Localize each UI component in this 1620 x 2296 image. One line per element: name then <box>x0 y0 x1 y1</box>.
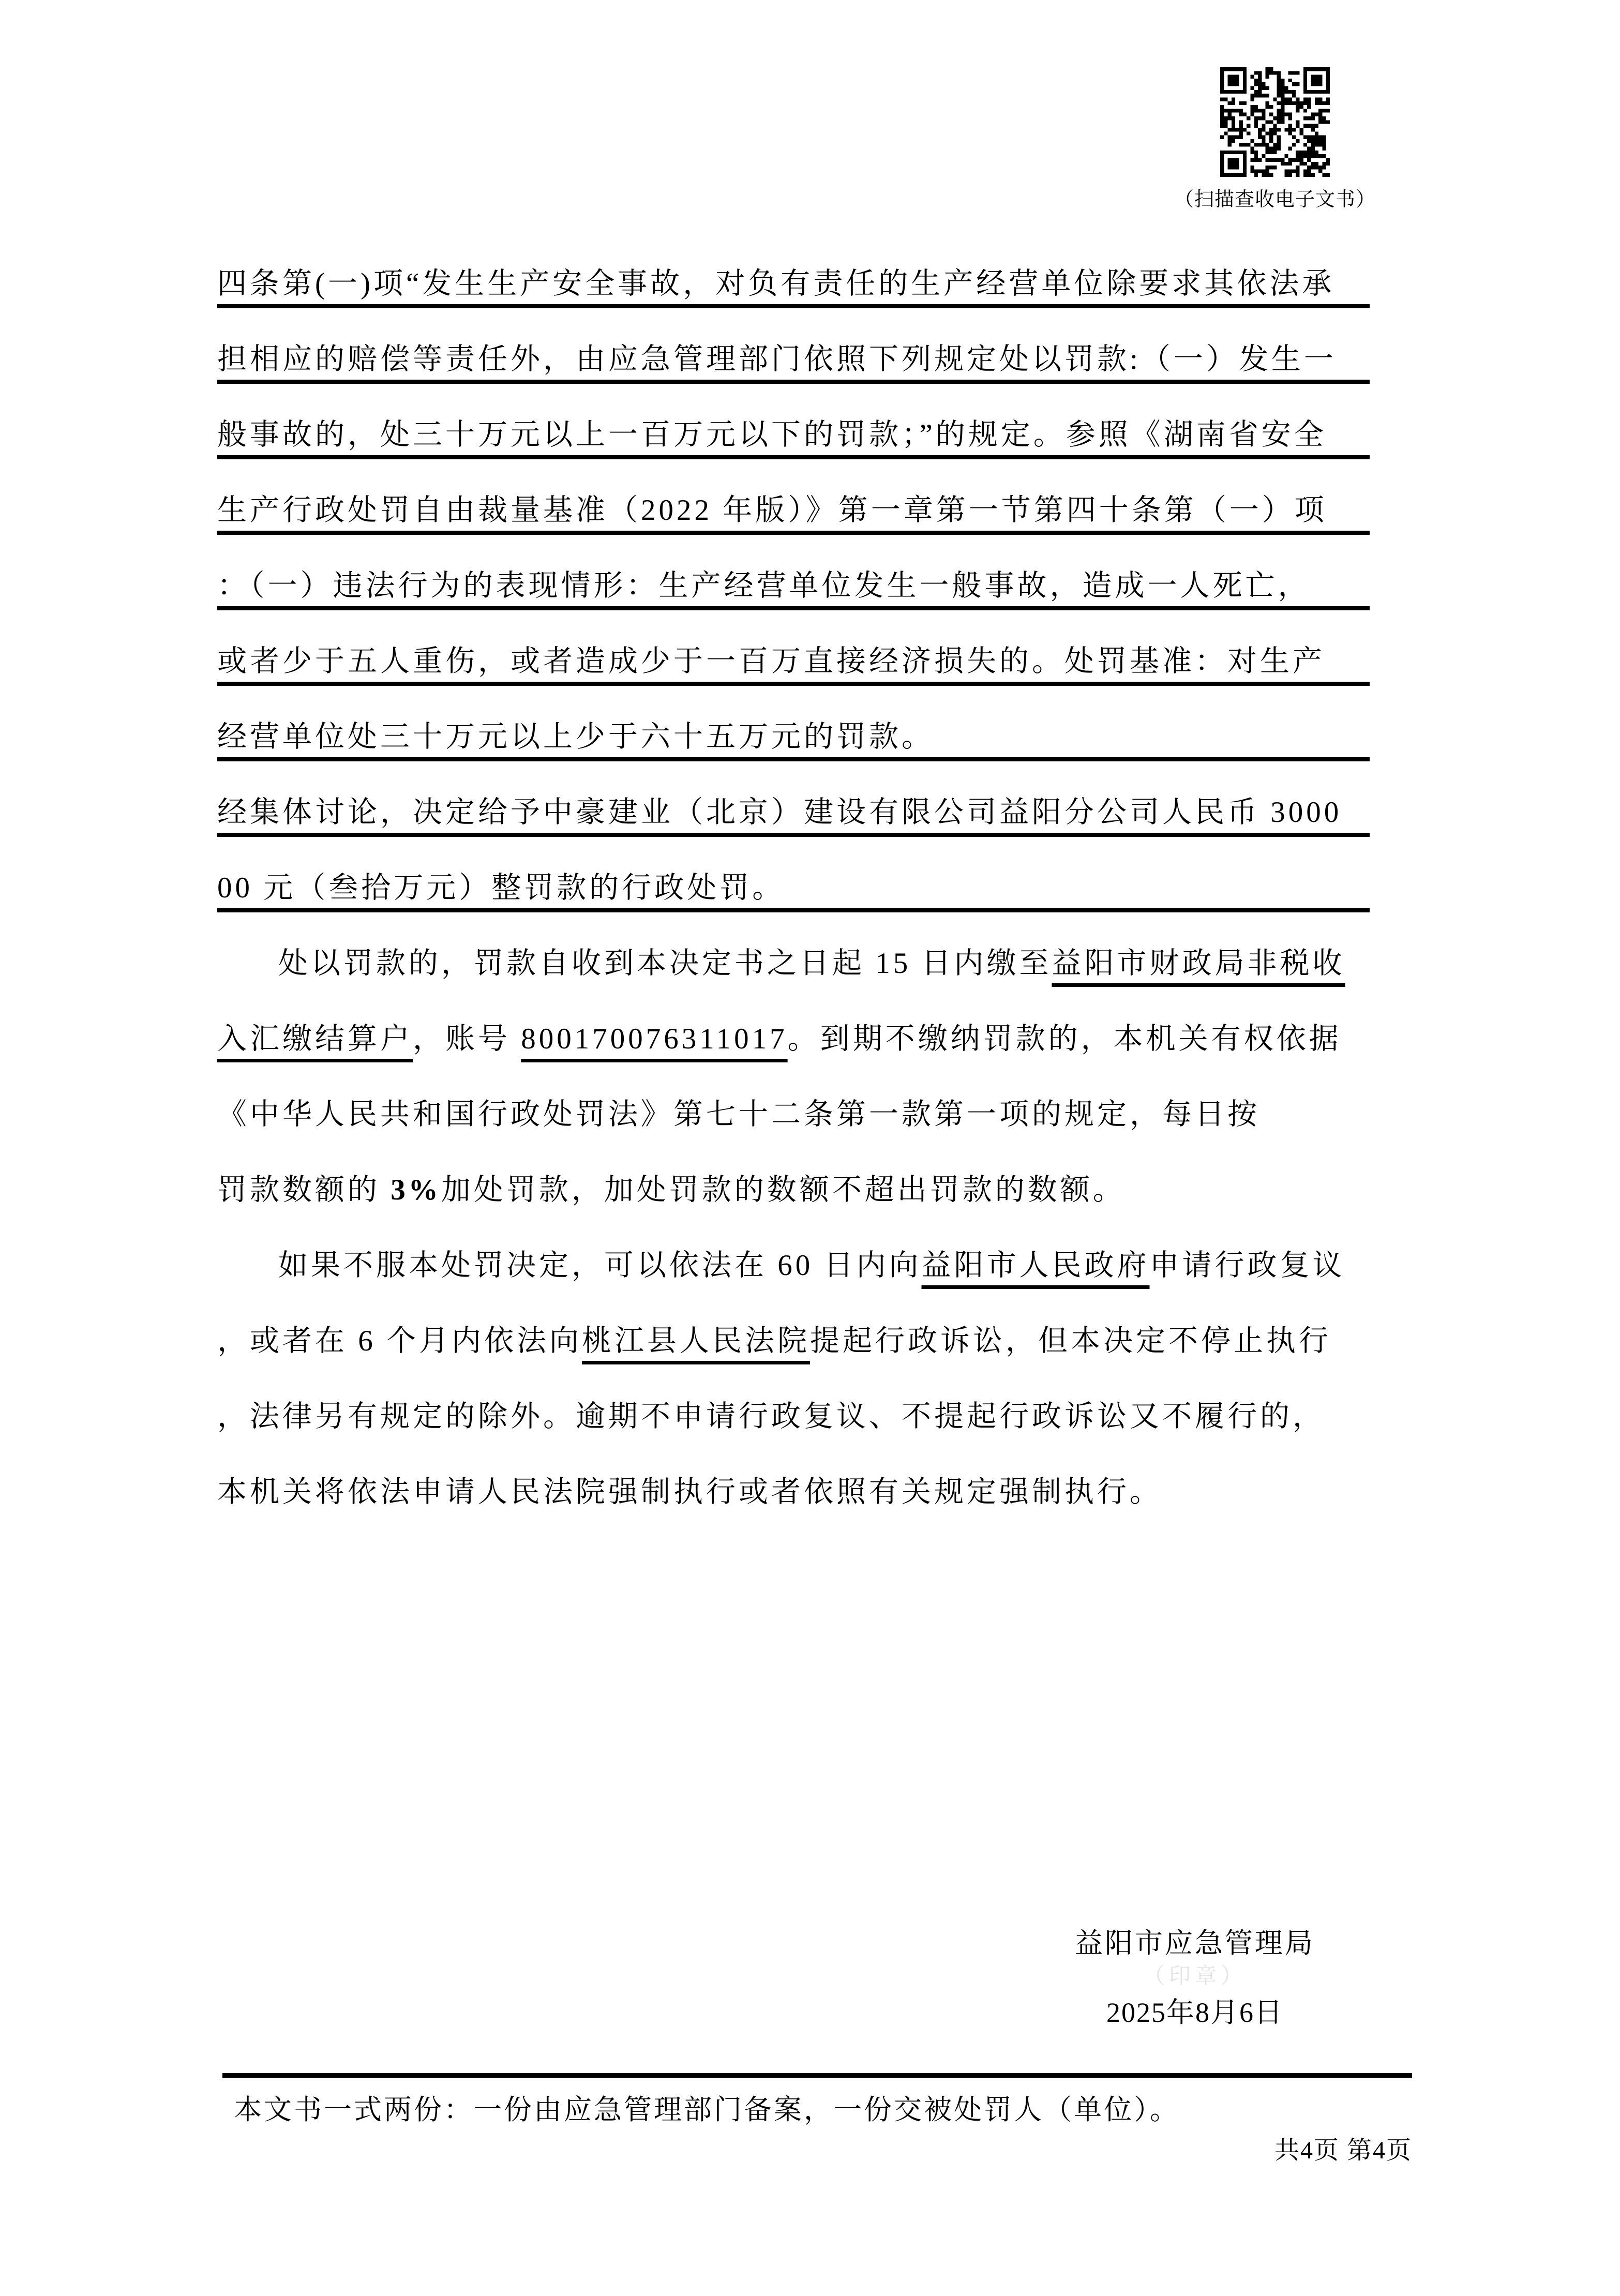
line-text: 担相应的赔偿等责任外，由应急管理部门依照下列规定处以罚款:（一）发生一 <box>217 343 1337 376</box>
text-line <box>217 1152 1370 1228</box>
text-line <box>217 850 1370 926</box>
text-line <box>217 699 1370 775</box>
text-line <box>217 926 1370 1001</box>
text-line <box>217 548 1370 624</box>
text-line <box>217 1077 1370 1152</box>
line-text: 四条第(一)项“发生生产安全事故，对负有责任的生产经营单位除要求其依法承 <box>217 267 1335 300</box>
line-text: 或者少于五人重伤，或者造成少于一百万直接经济损失的。处罚基准：对生产 <box>217 645 1325 678</box>
footer-note: 本文书一式两份：一份由应急管理部门备案，一份交被处罚人（单位）。 <box>234 2094 1180 2125</box>
line-text: 00 元（叁拾万元）整罚款的行政处罚。 <box>217 872 785 904</box>
underlined-text: 益阳市人民政府 <box>921 1249 1150 1282</box>
text-line <box>217 1454 1370 1530</box>
line-text: 如果不服本处罚决定，可以依法在 60 日内向 <box>278 1249 922 1282</box>
qr-block <box>1174 67 1376 212</box>
text-line <box>217 246 1370 322</box>
line-text: 生产行政处罚自由裁量基准（2022 年版）》第一章第一节第四十条第（一）项 <box>217 494 1327 527</box>
text-line <box>217 397 1370 473</box>
text-line <box>217 1228 1370 1303</box>
signature-block <box>957 1925 1433 2031</box>
underlined-text: 益阳市财政局非税收 <box>1052 947 1345 980</box>
underlined-text: 入汇缴结算户 <box>217 1023 413 1055</box>
line-text: 《中华人民共和国行政处罚法》第七十二条第一款第一项的规定，每日按 <box>217 1098 1260 1131</box>
footer-divider <box>222 2073 1412 2078</box>
underlined-text: 桃江县人民法院 <box>582 1325 810 1357</box>
issue-date: 2025年8月6日 <box>1106 1997 1283 2028</box>
line-text: 经集体讨论，决定给予中豪建业（北京）建设有限公司益阳分公司人民币 3000 <box>217 796 1342 829</box>
line-text: 加处罚款，加处罚款的数额不超出罚款的数额。 <box>441 1174 1126 1206</box>
bold-text: 3% <box>391 1174 441 1206</box>
body-text <box>217 246 1370 1530</box>
text-line <box>217 1001 1370 1077</box>
text-line <box>217 322 1370 397</box>
line-text: 。到期不缴纳罚款的，本机关有权依据 <box>787 1023 1342 1055</box>
line-text: ：（一）违法行为的表现情形：生产经营单位发生一般事故，造成一人死亡， <box>217 569 1311 602</box>
line-text: 提起行政诉讼，但本决定不停止执行 <box>810 1325 1331 1357</box>
line-text: 罚款数额的 <box>217 1174 391 1206</box>
issuing-agency: 益阳市应急管理局 <box>1075 1928 1315 1959</box>
account-number: 800170076311017 <box>521 1023 788 1055</box>
line-text: ，或者在 6 个月内依法向 <box>217 1325 582 1357</box>
line-text: 本机关将依法申请人民法院强制执行或者依照有关规定强制执行。 <box>217 1476 1162 1508</box>
text-line <box>217 473 1370 548</box>
text-line <box>217 1303 1370 1379</box>
text-line <box>217 775 1370 850</box>
page-number: 共4页 第4页 <box>1274 2137 1412 2164</box>
line-text: 处以罚款的，罚款自收到本决定书之日起 15 日内缴至 <box>278 947 1052 980</box>
qr-code <box>1220 67 1330 177</box>
seal-placeholder: （印章） <box>1143 1964 1247 1988</box>
line-text: ，法律另有规定的除外。逾期不申请行政复议、不提起行政诉讼又不履行的， <box>217 1400 1325 1433</box>
line-text: 经营单位处三十万元以上少于六十五万元的罚款。 <box>217 721 934 753</box>
text-line <box>217 624 1370 699</box>
text-line <box>217 1379 1370 1454</box>
line-text: 般事故的，处三十万元以上一百万元以下的罚款；”的规定。参照《湖南省安全 <box>217 418 1327 451</box>
qr-caption: （扫描查收电子文书） <box>1174 189 1376 211</box>
line-text: 申请行政复议 <box>1149 1249 1345 1282</box>
line-text: ，账号 <box>413 1023 521 1055</box>
